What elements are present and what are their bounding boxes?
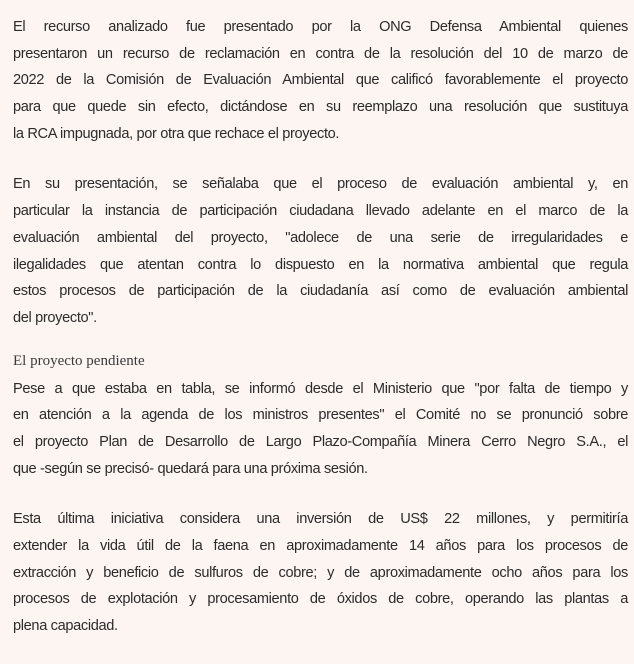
paragraph [13, 171, 628, 331]
paragraph-line: procesos de explotación y procesamiento de óxidos de cobre, operando las plantas a [13, 591, 628, 608]
paragraph-line: del proyecto". [13, 309, 97, 326]
paragraph-line: estos procesos de participación de la ciudadanía así como de evaluación ambiental [13, 283, 628, 300]
paragraph-line: extracción y beneficio de sulfuros de cobre; y de aproximadamente ocho años para los [13, 564, 628, 581]
paragraph-line: El recurso analizado fue presentado por la ONG Defensa Ambiental quienes [13, 19, 628, 35]
article-body [13, 14, 628, 664]
paragraph-line: extender la vida útil de la faena en aproximadamente 14 años para los procesos de [13, 538, 628, 554]
paragraph-line: en atención a la agenda de los ministros presentes" el Comité no se pronunció sobre [13, 407, 628, 424]
paragraph [13, 376, 628, 483]
paragraph-line: para que quede sin efecto, dictándose en su reemplazo una resolución que sustituya [13, 99, 628, 116]
paragraph-line: 2022 de la Comisión de Evaluación Ambiental que calificó favorablemente el proyecto [13, 72, 628, 89]
paragraph-line: Pese a que estaba en tabla, se informó desde el Ministerio que "por falta de tiempo y [13, 380, 628, 397]
paragraph [13, 506, 628, 639]
paragraphs-after [13, 376, 628, 640]
paragraph-line: el proyecto Plan de Desarrollo de Largo Plazo-Compañía Minera Cerro Negro S.A., el [13, 433, 628, 450]
paragraph-line: presentaron un recurso de reclamación en contra de la resolución del 10 de marzo de [13, 45, 628, 62]
paragraph-line: plena capacidad. [13, 618, 118, 635]
paragraph-line: evaluación ambiental del proyecto, "adolece de una serie de irregularidades e [13, 229, 628, 246]
paragraph [13, 14, 628, 147]
paragraph-line: ilegalidades que atentan contra lo dispuesto en la normativa ambiental que regula [13, 256, 628, 273]
paragraph-line: Esta última iniciativa considera una inversión de US$ 22 millones, y permitiría [13, 511, 628, 528]
paragraph-line: En su presentación, se señalaba que el proceso de evaluación ambiental y, en [13, 176, 628, 193]
paragraph-line: que -según se precisó- quedará para una próxima sesión. [13, 460, 368, 477]
subheading: El proyecto pendiente [13, 352, 145, 369]
paragraphs-before [13, 14, 628, 332]
paragraph-line: particular la instancia de participación ciudadana llevado adelante en el marco de la [13, 203, 628, 220]
paragraph-line: la RCA impugnada, por otra que rechace el proyecto. [13, 125, 340, 142]
